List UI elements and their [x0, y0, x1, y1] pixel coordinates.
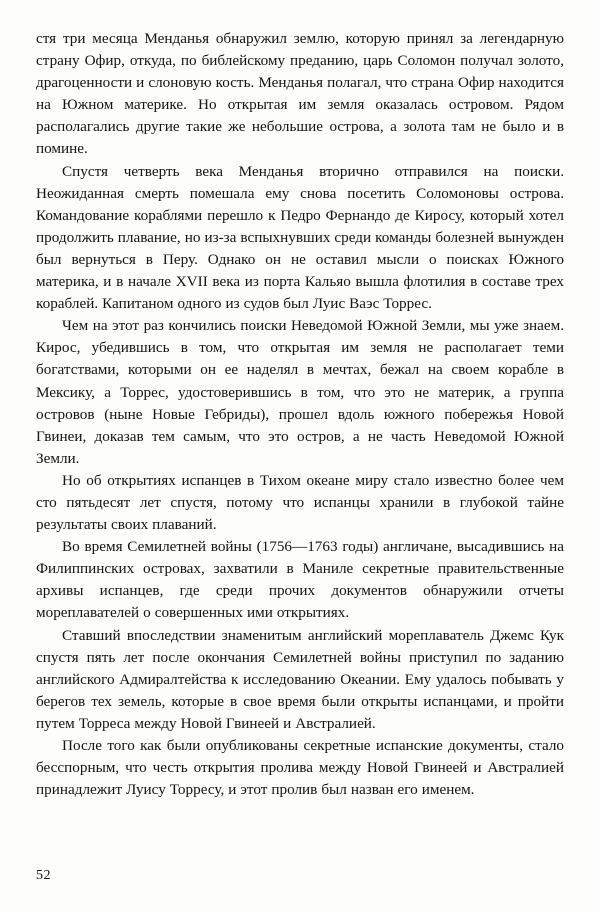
- paragraph: Ставший впоследствии знаменитым английский мореплаватель Джемс Кук спустя пять лет после окончания Семилетней войны приступил по заданию английского Адмиралтейства к исследованию Океании. Ему удалось побывать у берегов тех земель, которые в свое время были открыты испанцами, и пройти путем Торреса между Новой Гвинеей и Австралией.: [36, 626, 564, 732]
- page-number: 52: [36, 868, 51, 883]
- body-text-column: [36, 28, 564, 801]
- paragraph: Во время Семилетней войны (1756—1763 годы) англичане, высадившись на Филиппинских островах, захватили в Маниле секретные правительственные архивы испанцев, где среди прочих документов обнаружили отчеты мореплавателей о совершенных ими открытиях.: [36, 538, 564, 622]
- paragraph: стя три месяца Менданья обнаружил землю, которую принял за легендарную страну Офир, откуда, по библейскому преданию, царь Соломон получал золото, драгоценности и слоновую кость. Менданья полагал, что страна Офир находится на Южном материке. Но открытая им земля оказалась островом. Рядом располагались другие такие же небольшие острова, а золота там не было и в помине.: [36, 30, 564, 158]
- paragraph: Чем на этот раз кончились поиски Неведомой Южной Земли, мы уже знаем. Кирос, убедившись в том, что открытая им земля не располагает теми богатствами, которыми он ее наделял в мечтах, бежал на своем корабле в Мексику, а Торрес, удостоверившись в том, что это не материк, а группа островов (ныне Новые Гебриды), прошел вдоль южного побережья Новой Гвинеи, доказав тем самым, что это остров, а не часть Неведомой Южной Земли.: [36, 317, 564, 467]
- paragraph: После того как были опубликованы секретные испанские документы, стало бесспорным, что честь открытия пролива между Новой Гвинеей и Австралией принадлежит Луису Торресу, и этот пролив был назван его именем.: [36, 737, 564, 799]
- paragraph: Спустя четверть века Менданья вторично отправился на поиски. Неожиданная смерть помешала ему снова посетить Соломоновы острова. Командование кораблями перешло к Педро Фернандо де Киросу, который хотел продолжить плавание, но из-за вспыхнувших среди команды болезней вынужден был вернуться в Перу. Однако он не оставил мысли о поисках Южного материка, и в начале XVII века из порта Кальяо вышла флотилия в составе трех кораблей. Капитаном одного из судов был Луис Ваэс Торрес.: [36, 162, 564, 313]
- paragraph: Но об открытиях испанцев в Тихом океане миру стало известно более чем сто пятьдесят лет спустя, потому что испанцы хранили в глубокой тайне результаты своих плаваний.: [36, 471, 564, 534]
